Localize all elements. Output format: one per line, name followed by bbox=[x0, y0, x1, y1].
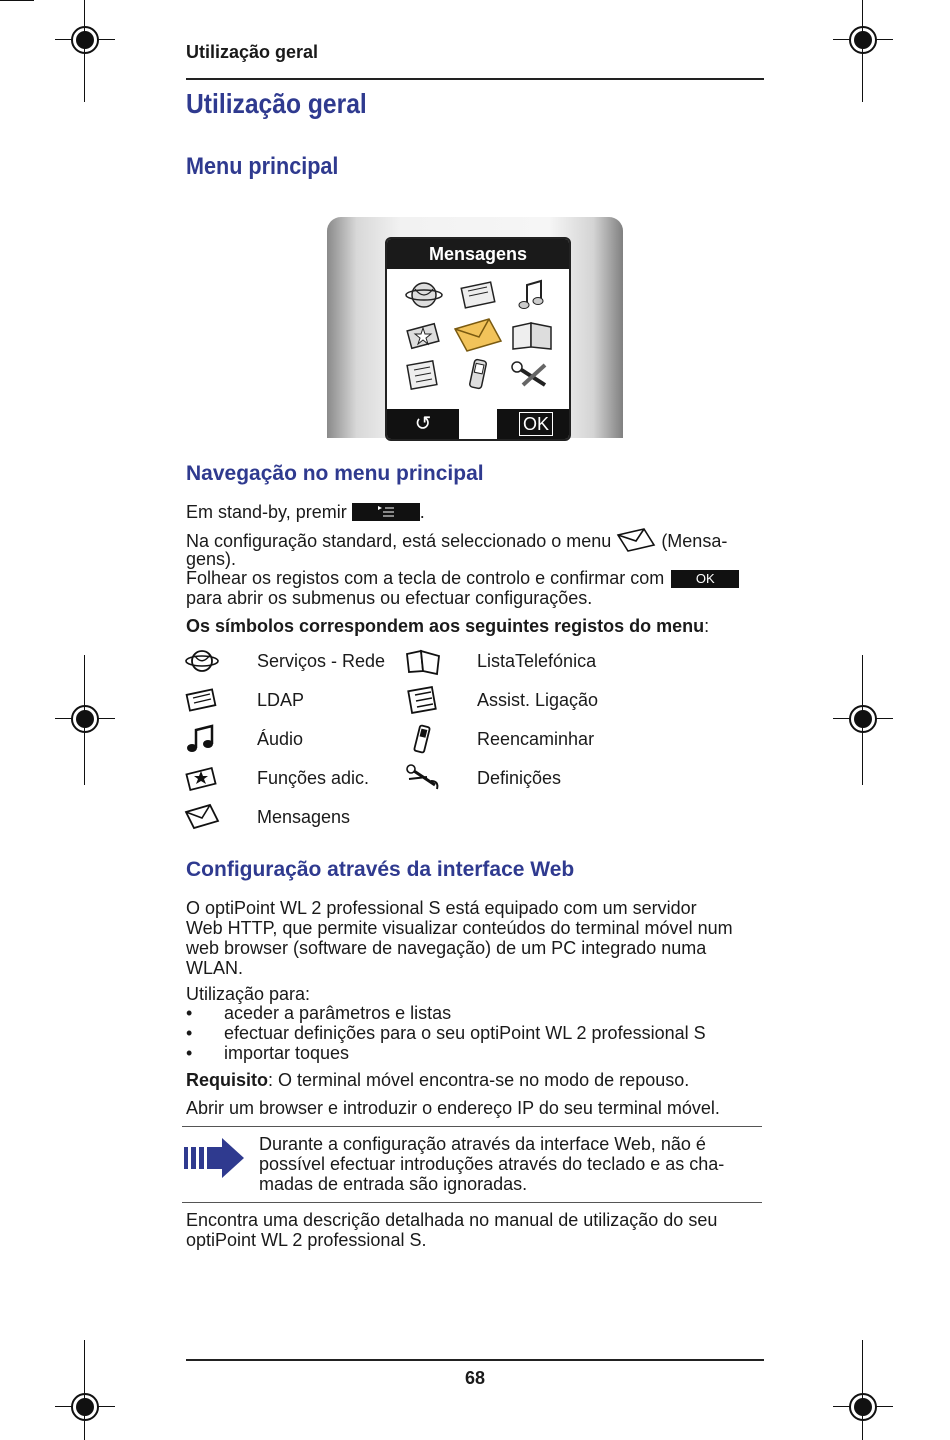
registration-mark-top-right bbox=[833, 10, 893, 70]
softkey-bar bbox=[387, 407, 569, 439]
symbol-label: Funções adic. bbox=[257, 768, 370, 788]
tools-icon bbox=[405, 763, 441, 793]
navigation-heading: Navegação no menu principal bbox=[186, 462, 484, 485]
ok-softkey-label: OK bbox=[519, 412, 553, 436]
note-line: madas de entrada são ignoradas. bbox=[259, 1174, 528, 1194]
tools-icon bbox=[505, 355, 559, 395]
web-paragraph bbox=[186, 898, 766, 978]
default-menu-tail: (Mensa- bbox=[661, 530, 728, 551]
list-item-text: importar toques bbox=[224, 1043, 350, 1063]
back-arrow-icon: ↺ bbox=[387, 409, 459, 439]
default-menu-line: Na configuração standard, está seleccionado o menu bbox=[186, 530, 612, 551]
symbol-label: Reencaminhar bbox=[477, 729, 595, 749]
star-card-icon bbox=[397, 315, 451, 355]
web-paragraph-line: Web HTTP, que permite visualizar conteúdos do terminal móvel num bbox=[186, 918, 733, 938]
section-title: Menu principal bbox=[186, 153, 339, 180]
ok-key bbox=[671, 570, 739, 588]
web-config-heading: Configuração através da interface Web bbox=[186, 858, 575, 881]
standby-end: . bbox=[419, 502, 425, 522]
header-rule bbox=[186, 78, 764, 80]
book-icon bbox=[505, 315, 559, 355]
note-bottom-rule bbox=[182, 1202, 762, 1203]
trim-line bbox=[862, 655, 863, 785]
open-browser-text: Abrir um browser e introduzir o endereço IP do seu terminal móvel. bbox=[186, 1098, 720, 1118]
registration-mark-top-left bbox=[55, 10, 115, 70]
music-note-icon bbox=[184, 724, 220, 754]
symbol-label: Definições bbox=[477, 768, 562, 788]
symbol-label: Áudio bbox=[257, 729, 304, 749]
standby-instruction bbox=[186, 502, 766, 522]
requirement-label: Requisito bbox=[186, 1070, 269, 1090]
trim-line bbox=[862, 1340, 863, 1440]
menu-key-icon bbox=[352, 503, 420, 521]
ldap-card-icon bbox=[451, 275, 505, 315]
symbols-intro-colon: : bbox=[704, 616, 710, 636]
note-text bbox=[259, 1134, 763, 1194]
phone-screen bbox=[385, 237, 571, 441]
symbols-intro-bold: Os símbolos correspondem aos seguintes registos do menu bbox=[186, 616, 705, 636]
note-arrow-icon bbox=[182, 1136, 246, 1180]
list-item-text: efectuar definições para o seu optiPoint WL 2 professional S bbox=[224, 1023, 706, 1043]
ok-softkey bbox=[497, 409, 569, 439]
closing-line: Encontra uma descrição detalhada no manual de utilização do seu bbox=[186, 1210, 718, 1230]
screen-icon-grid bbox=[397, 275, 559, 395]
usage-intro: Utilização para: bbox=[186, 984, 311, 1004]
note-top-rule bbox=[182, 1126, 762, 1127]
book-icon bbox=[405, 646, 441, 676]
symbol-label: Mensagens bbox=[257, 807, 351, 827]
trim-line bbox=[862, 0, 863, 102]
running-header: Utilização geral bbox=[186, 42, 319, 62]
browse-text: Folhear os registos com a tecla de controlo e confirmar com bbox=[186, 568, 665, 588]
requirement-text: : O terminal móvel encontra-se no modo de repouso. bbox=[268, 1070, 690, 1090]
trim-line bbox=[84, 1340, 85, 1440]
trim-line bbox=[84, 0, 85, 102]
ok-key-label: OK bbox=[695, 571, 715, 587]
note-line: Durante a configuração através da interface Web, não é bbox=[259, 1134, 706, 1154]
page-number: 68 bbox=[464, 1368, 486, 1388]
default-menu-cont: gens). bbox=[186, 549, 237, 569]
phone-illustration bbox=[327, 217, 623, 438]
page-title: Utilização geral bbox=[186, 88, 367, 119]
standby-text: Em stand-by, premir bbox=[186, 502, 347, 522]
registration-mark-mid-right bbox=[833, 689, 893, 749]
web-paragraph-line: WLAN. bbox=[186, 958, 244, 978]
closing-paragraph bbox=[186, 1210, 766, 1250]
note-line: possível efectuar introduções através do teclado e as cha- bbox=[259, 1154, 725, 1174]
star-card-icon bbox=[184, 763, 220, 793]
browse-instruction bbox=[186, 568, 766, 588]
mobile-phone-icon bbox=[451, 355, 505, 395]
registration-mark-mid-left bbox=[55, 689, 115, 749]
symbol-label: Serviços - Rede bbox=[257, 651, 386, 671]
music-note-icon bbox=[505, 275, 559, 315]
closing-line: optiPoint WL 2 professional S. bbox=[186, 1230, 427, 1250]
footer-rule bbox=[186, 1359, 764, 1361]
envelope-icon bbox=[451, 315, 505, 355]
list-item-text: aceder a parâmetros e listas bbox=[224, 1003, 452, 1023]
symbol-label: Assist. Ligação bbox=[477, 690, 599, 710]
globe-icon bbox=[184, 646, 220, 676]
symbol-label: LDAP bbox=[257, 690, 305, 710]
symbols-intro bbox=[186, 616, 766, 636]
directory-icon bbox=[397, 355, 451, 395]
ldap-card-icon bbox=[184, 685, 220, 715]
symbol-label: ListaTelefónica bbox=[477, 651, 597, 671]
trim-line bbox=[84, 655, 85, 785]
requirement bbox=[186, 1070, 766, 1090]
browse-cont: para abrir os submenus ou efectuar configurações. bbox=[186, 588, 593, 608]
globe-icon bbox=[397, 275, 451, 315]
screen-title: Mensagens bbox=[387, 239, 569, 269]
web-paragraph-line: O optiPoint WL 2 professional S está equipado com um servidor bbox=[186, 898, 697, 918]
trim-line bbox=[0, 0, 34, 1]
directory-icon bbox=[405, 685, 441, 715]
web-paragraph-line: web browser (software de navegação) de um PC integrado numa bbox=[186, 938, 707, 958]
envelope-icon bbox=[184, 802, 220, 832]
mobile-phone-icon bbox=[405, 724, 441, 754]
